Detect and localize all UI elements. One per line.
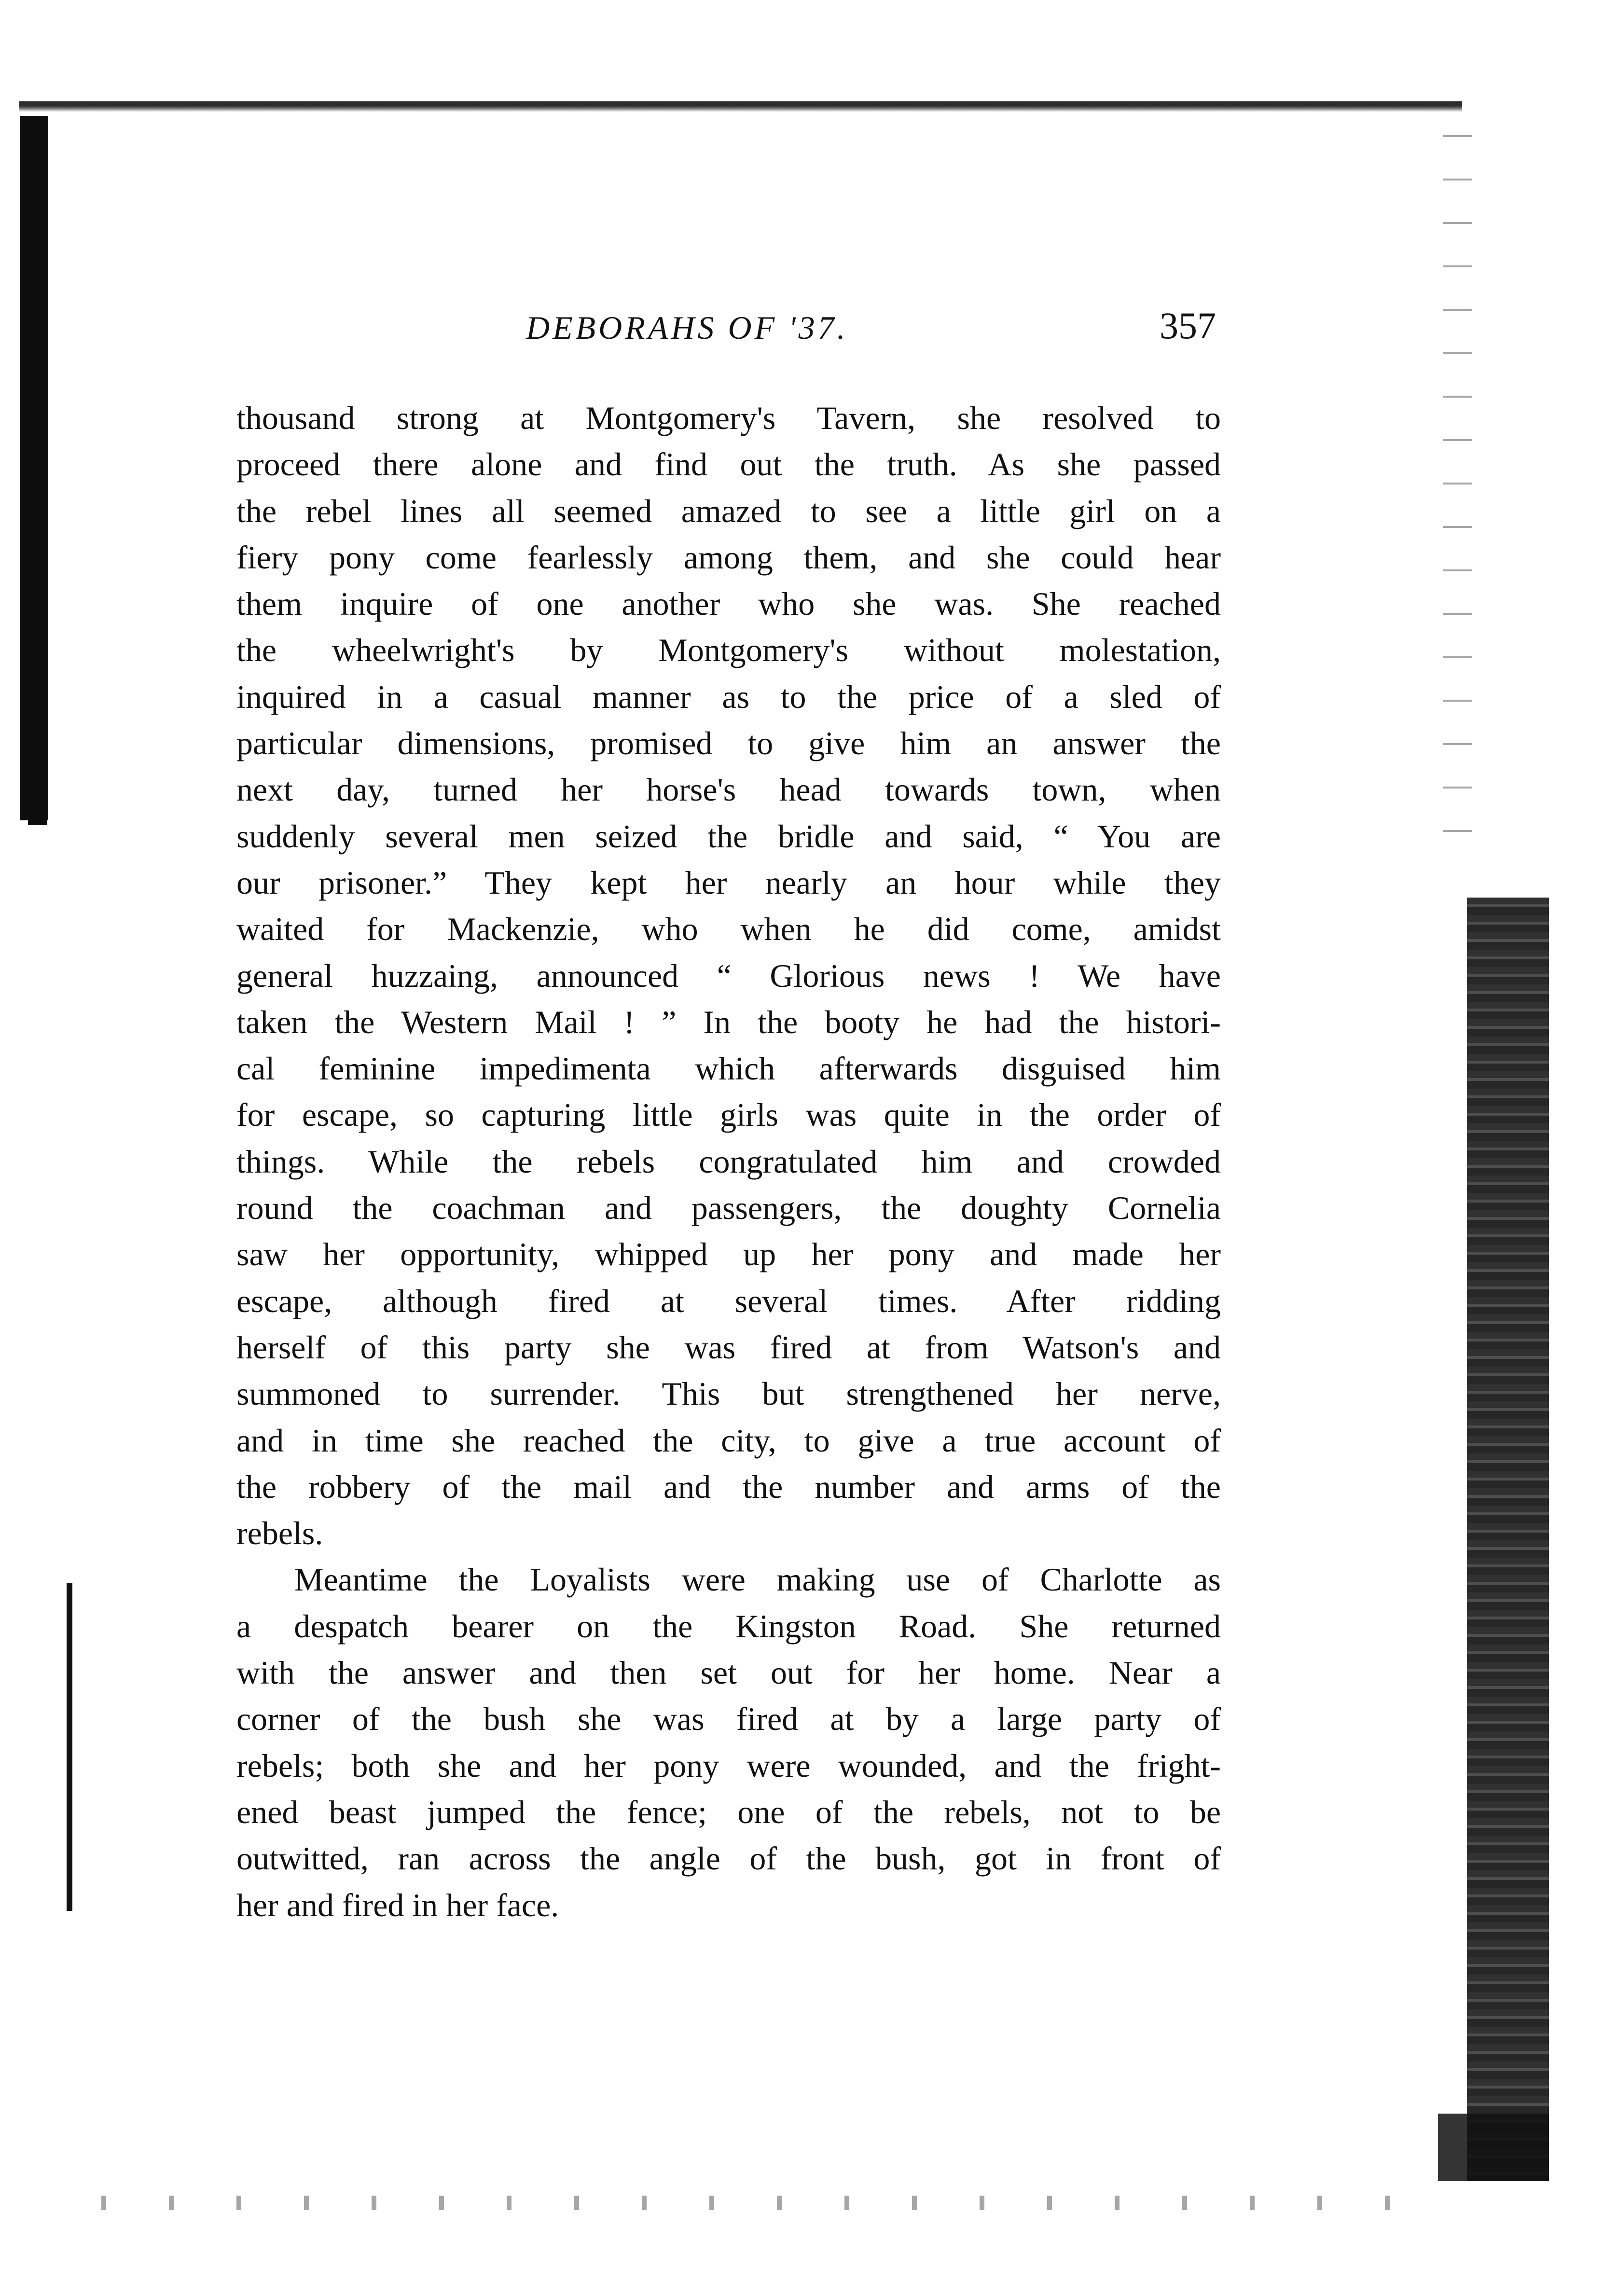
scan-bottom-edge: [72, 2196, 1448, 2210]
scan-left-shadow: [20, 116, 48, 820]
text-line: inquired in a casual manner as to the price of a sled of: [236, 678, 1221, 715]
scan-right-binding-corner: [1438, 2114, 1549, 2181]
text-line: proceed there alone and find out the truth. As she passed: [236, 446, 1221, 483]
text-line: herself of this party she was fired at from Watson's and: [236, 1328, 1221, 1366]
text-line: cal feminine impedimenta which afterwards disguised him: [236, 1050, 1221, 1087]
text-line: rebels; both she and her pony were wounded, and the fright-: [236, 1747, 1221, 1784]
page-number: 357: [1160, 304, 1216, 346]
text-line: for escape, so capturing little girls was quite in the order of: [236, 1096, 1221, 1134]
text-line: thousand strong at Montgomery's Tavern, she resolved to: [236, 400, 1221, 436]
text-line: corner of the bush she was fired at by a large party of: [236, 1701, 1221, 1738]
scan-right-speckle: [1443, 116, 1472, 840]
body-text: [236, 395, 1221, 1928]
paragraph: [236, 1556, 1221, 1928]
text-line: taken the Western Mail ! ” In the booty he had the histori-: [236, 1003, 1221, 1040]
text-line: escape, although fired at several times. After ridding: [236, 1282, 1221, 1319]
text-line: the rebel lines all seemed amazed to see a little girl on a: [236, 492, 1221, 529]
text-line: our prisoner.” They kept her nearly an hour while they: [236, 864, 1221, 901]
text-line: saw her opportunity, whipped up her pony and made her: [236, 1236, 1221, 1273]
text-line: and in time she reached the city, to give a true account of: [236, 1422, 1221, 1459]
scan-left-shadow-tail: [28, 791, 47, 825]
text-line: the wheelwright's by Montgomery's without molestation,: [236, 632, 1221, 669]
text-line: outwitted, ran across the angle of the bush, got in front of: [236, 1840, 1221, 1877]
text-line: general huzzaing, announced “ Glorious news ! We have: [236, 957, 1221, 994]
text-line: particular dimensions, promised to give him an answer the: [236, 725, 1221, 762]
text-line: next day, turned her horse's head towards town, when: [236, 771, 1221, 808]
page-header: [232, 304, 1216, 367]
text-line: a despatch bearer on the Kingston Road. She returned: [236, 1607, 1221, 1645]
text-line: fiery pony come fearlessly among them, and she could hear: [236, 539, 1221, 576]
scan-top-edge: [19, 101, 1462, 112]
paragraph: [236, 395, 1221, 1556]
text-line: them inquire of one another who she was. She reached: [236, 585, 1221, 622]
text-line: round the coachman and passengers, the doughty Cornelia: [236, 1189, 1221, 1227]
scan-left-line: [67, 1583, 72, 1911]
text-line: suddenly several men seized the bridle and said, “ You are: [236, 817, 1221, 855]
scan-right-binding: [1467, 898, 1549, 2181]
text-line: ened beast jumped the fence; one of the rebels, not to be: [236, 1793, 1221, 1830]
text-line: her and fired in her face.: [236, 1886, 559, 1923]
text-line: waited for Mackenzie, who when he did come, amidst: [236, 911, 1221, 948]
text-line: Meantime the Loyalists were making use of Charlotte as: [294, 1561, 1221, 1598]
text-line: rebels.: [236, 1515, 323, 1552]
text-line: summoned to surrender. This but strengthened her nerve,: [236, 1375, 1221, 1412]
text-line: things. While the rebels congratulated him and crowded: [236, 1143, 1221, 1180]
text-line: the robbery of the mail and the number and arms of the: [236, 1468, 1221, 1505]
running-title: DEBORAHS OF '37.: [526, 309, 848, 346]
text-line: with the answer and then set out for her home. Near a: [236, 1654, 1221, 1691]
